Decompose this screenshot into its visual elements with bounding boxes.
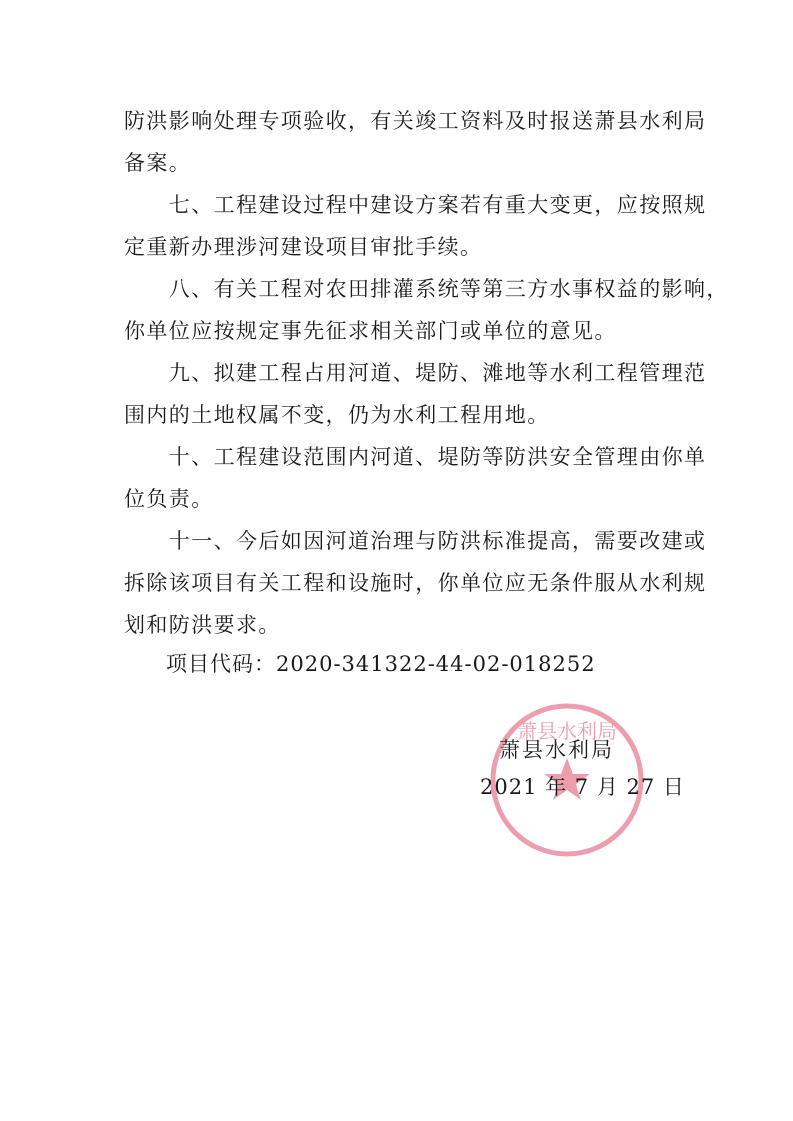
text-line: 位负责。 bbox=[124, 487, 214, 511]
text-line: 八、有关工程对农田排灌系统等第三方水事权益的影响， bbox=[124, 277, 729, 301]
paragraph-item-9 bbox=[124, 352, 707, 436]
paragraph-continuation bbox=[124, 100, 707, 184]
project-code-value: 2020-341322-44-02-018252 bbox=[276, 652, 596, 676]
signature-organization: 萧县水利局 bbox=[499, 738, 614, 762]
paragraph-item-7 bbox=[124, 184, 707, 268]
paragraph-item-8 bbox=[124, 268, 729, 352]
seal-text: 萧县水利局 bbox=[517, 719, 617, 743]
paragraph-item-11 bbox=[124, 520, 707, 646]
project-code-label: 项目代码： bbox=[166, 652, 276, 676]
paragraph-item-10 bbox=[124, 436, 707, 520]
text-line: 备案。 bbox=[124, 151, 192, 175]
text-line: 九、拟建工程占用河道、堤防、滩地等水利工程管理范 bbox=[124, 361, 707, 385]
text-line: 七、工程建设过程中建设方案若有重大变更，应按照规 bbox=[124, 193, 707, 217]
text-line: 围内的土地权属不变，仍为水利工程用地。 bbox=[124, 403, 550, 427]
text-line: 你单位应按规定事先征求相关部门或单位的意见。 bbox=[124, 319, 617, 343]
text-line: 划和防洪要求。 bbox=[124, 613, 281, 637]
text-line: 定重新办理涉河建设项目审批手续。 bbox=[124, 235, 483, 259]
project-code-line bbox=[166, 648, 596, 678]
text-line: 十一、今后如因河道治理与防洪标准提高，需要改建或 bbox=[124, 529, 707, 553]
text-line: 十、工程建设范围内河道、堤防等防洪安全管理由你单 bbox=[124, 445, 707, 469]
text-line: 拆除该项目有关工程和设施时，你单位应无条件服从水利规 bbox=[124, 571, 707, 595]
text-line: 防洪影响处理专项验收，有关竣工资料及时报送萧县水利局 bbox=[124, 109, 707, 133]
signature-date: 2021 年 7 月 27 日 bbox=[480, 775, 685, 799]
